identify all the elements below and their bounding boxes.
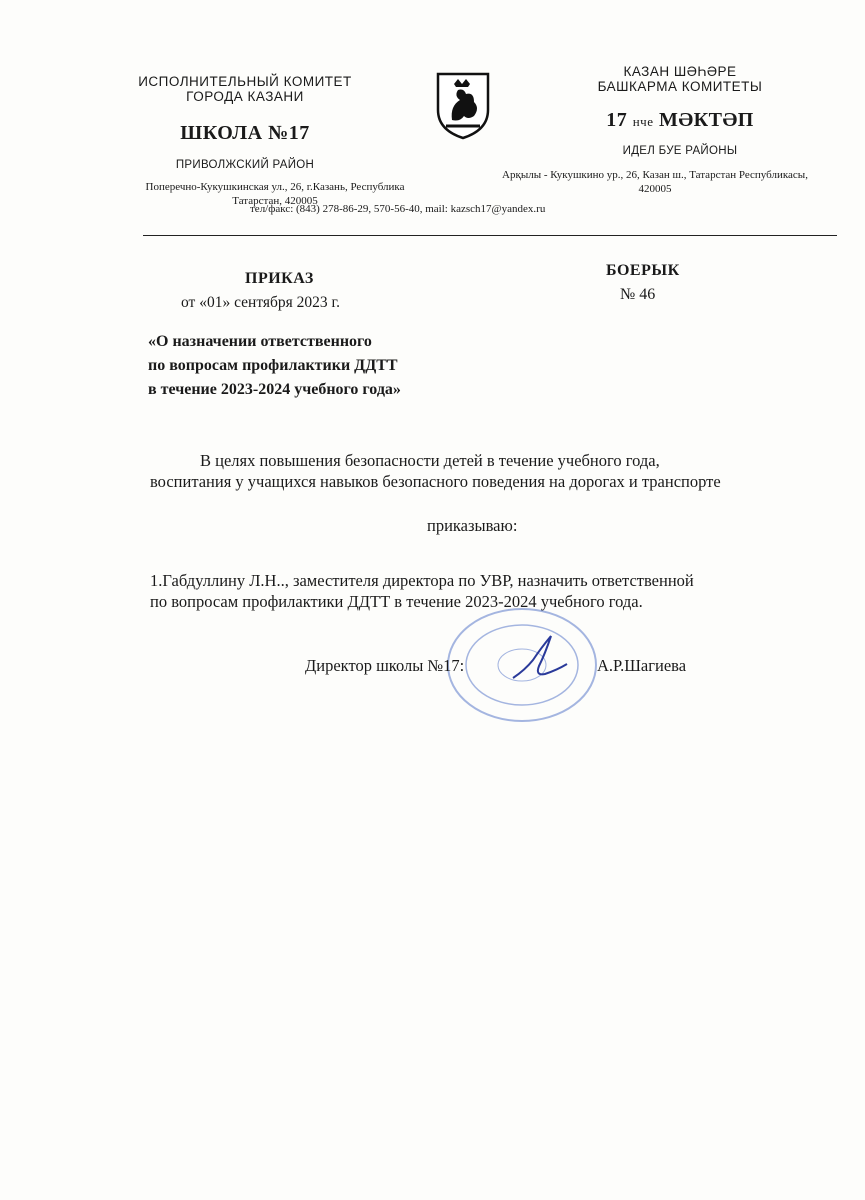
school-word-tt: МӘКТӘП bbox=[658, 109, 754, 131]
school-suffix-tt: нче bbox=[632, 114, 654, 129]
header-divider bbox=[143, 235, 837, 236]
school-name-tt bbox=[560, 109, 800, 132]
director-signature bbox=[505, 630, 575, 690]
order-body bbox=[150, 450, 840, 492]
org-name-ru-line1: ИСПОЛНИТЕЛЬНЫЙ КОМИТЕТ bbox=[138, 74, 352, 89]
subject-line1: «О назначении ответственного bbox=[148, 333, 372, 350]
district-ru: ПРИВОЛЖСКИЙ РАЙОН bbox=[175, 159, 315, 171]
contacts: тел/факс: (843) 278-86-29, 570-56-40, mail: kazsch17@yandex.ru bbox=[250, 203, 546, 215]
address-tt bbox=[470, 168, 840, 196]
order-number: № 46 bbox=[620, 286, 656, 303]
order-title-tt: БОЕРЫК bbox=[606, 262, 680, 279]
body-line2: воспитания у учащихся навыков безопасного поведения на дорогах и транспорте bbox=[150, 472, 721, 491]
signature-role: Директор школы №17: bbox=[305, 656, 465, 675]
signature-name: А.Р.Шагиева bbox=[597, 656, 687, 675]
org-name-ru-line2: ГОРОДА КАЗАНИ bbox=[186, 89, 304, 104]
kazan-coat-of-arms-icon bbox=[434, 70, 492, 140]
header-right bbox=[560, 64, 800, 157]
district-tt: ИДЕЛ БУЕ РАЙОНЫ bbox=[622, 145, 738, 157]
org-name-tt-line2: БАШКАРМА КОМИТЕТЫ bbox=[597, 79, 763, 94]
item-line1: 1.Габдуллину Л.Н.., заместителя директора по УВР, назначить ответственной bbox=[150, 571, 694, 590]
item-line2: по вопросам профилактики ДДТТ в течение 2023-2024 учебного года. bbox=[150, 592, 643, 611]
header-left bbox=[110, 74, 380, 171]
address-ru-line1: Поперечно-Кукушкинская ул., 26, г.Казань, Республика bbox=[145, 181, 405, 193]
order-title: ПРИКАЗ bbox=[245, 270, 314, 287]
address-tt-line2: 420005 bbox=[638, 183, 672, 195]
body-line1: В целях повышения безопасности детей в течение учебного года, bbox=[200, 451, 660, 470]
order-date: от «01» сентября 2023 г. bbox=[181, 294, 341, 311]
subject-line3: в течение 2023-2024 учебного года» bbox=[148, 381, 401, 398]
decree-word: приказываю: bbox=[427, 516, 518, 535]
address-tt-line1: Арқылы - Кукушкино ур., 26, Казан ш., Татарстан Республикасы, bbox=[502, 169, 808, 181]
school-name-ru: ШКОЛА №17 bbox=[180, 122, 310, 144]
order-subject bbox=[148, 330, 401, 402]
org-name-tt-line1: КАЗАН ШӘҺӘРЕ bbox=[623, 64, 737, 79]
school-number-tt: 17 bbox=[606, 109, 628, 131]
subject-line2: по вопросам профилактики ДДТТ bbox=[148, 357, 398, 374]
address-ru-line2: Татарстан, 420005 bbox=[232, 195, 318, 207]
